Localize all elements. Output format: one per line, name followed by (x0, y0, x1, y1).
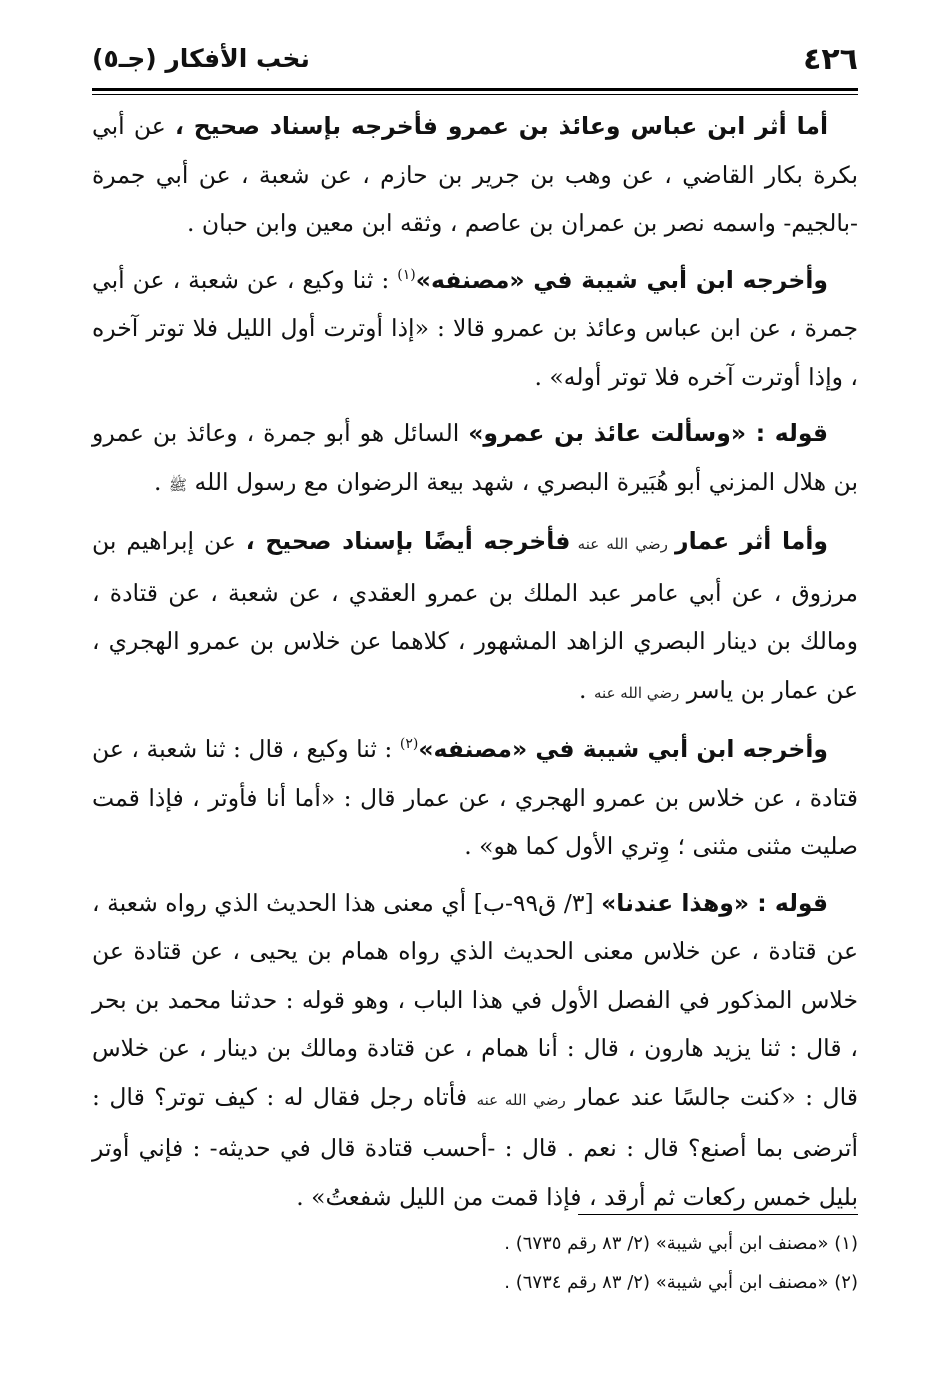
paragraph-6 (92, 879, 858, 1222)
paragraph-1-bold: أما أثر ابن عباس وعائذ بن عمرو فأخرجه بإسناد صحيح ، (174, 112, 828, 140)
paragraph-5 (92, 725, 858, 871)
honorific-glyph: رضي الله عنه (594, 683, 680, 702)
paragraph-6-text: [٣/ ق٩٩-ب] أي معنى هذا الحديث الذي رواه شعبة ، عن قتادة ، عن خلاس معنى الحديث الذي رواه همام بن يحيى ، عن قتادة عن خلاس المذكور في الفصل الأول في هذا الباب ، وهو قوله : حدثنا محمد بن بحر ، قال : ثنا يزيد هارون ، قال : أنا همام ، عن قتادة ومالك بن دينار ، عن خلاس قال : «كنت جالسًا عند عمار (92, 888, 858, 1111)
footnote-2: (٢) «مصنف ابن أبي شيبة» (٢/ ٨٣ رقم ٦٧٣٤) . (504, 1272, 858, 1293)
paragraph-2-text: : ثنا وكيع ، عن شعبة ، عن أبي جمرة ، عن ابن عباس وعائذ بن عمرو قالا : «إذا أوترت أول الليل فلا توتر آخره ، وإذا أوترت آخره فلا توتر أوله» . (92, 265, 858, 391)
paragraph-3-text: السائل هو أبو جمرة ، وعائذ بن عمرو بن هلال المزني أبو هُبَيرة البصري ، شهد بيعة الرضوان مع رسول الله (92, 419, 858, 496)
paragraph-2 (92, 256, 858, 402)
honorific-glyph: رضي الله عنه (570, 535, 676, 553)
footnote-ref-2[interactable]: (٢) (399, 736, 419, 753)
paragraph-1 (92, 102, 858, 248)
header-rule-thin (92, 94, 858, 95)
page-number: ٤٢٦ (803, 42, 858, 77)
footnote-ref-1[interactable]: (١) (397, 266, 416, 283)
paragraph-4-end: . (579, 675, 594, 704)
paragraph-3-bold-a: قوله : (755, 419, 829, 447)
honorific-glyph: ﷺ (168, 475, 188, 494)
paragraph-4-bold-a: وأما أثر عمار (675, 527, 828, 555)
header-rule-thick (92, 88, 858, 91)
honorific-glyph: رضي الله عنه (476, 1090, 566, 1109)
paragraph-3 (92, 409, 858, 509)
paragraph-6-text-2: فأتاه رجل فقال له : كيف توتر؟ قال : أترضى بما أصنع؟ قال : نعم . قال : -أحسب قتادة قال في حديثه- : فإني أوتر بليل خمس ركعات ثم أرقد ، فإذا قمت من الليل شفعتُ» . (92, 1082, 858, 1211)
paragraph-3-end: . (153, 467, 169, 496)
paragraph-1-text: عن أبي بكرة بكار القاضي ، عن وهب بن جرير بن حازم ، عن شعبة ، عن أبي جمرة -بالجيم- واسمه نصر بن عمران بن عاصم ، وثقه ابن معين وابن حبان . (92, 112, 858, 237)
paragraph-4-bold-b: فأخرجه أيضًا بإسناد صحيح ، (245, 527, 571, 555)
running-title: نخب الأفكار (جـ٥) (92, 44, 310, 73)
footnote-1: (١) «مصنف ابن أبي شيبة» (٢/ ٨٣ رقم ٦٧٣٥) . (504, 1233, 858, 1254)
footnotes (92, 1224, 858, 1302)
paragraph-6-bold-a: قوله : (757, 888, 829, 917)
footnote-rule (578, 1214, 858, 1215)
paragraph-5-text: : ثنا وكيع ، قال : ثنا شعبة ، عن قتادة ، عن خلاس بن عمرو الهجري ، عن عمار قال : «أما أنا فأوتر ، فإذا قمت صليت مثنى مثنى ؛ وِتري الأول كما هو» . (92, 735, 858, 860)
paragraph-4 (92, 517, 858, 717)
paragraph-5-bold: وأخرجه ابن أبي شيبة في «مصنفه» (418, 735, 828, 763)
page-header (92, 38, 858, 86)
paragraph-6-bold-b: «وهذا عندنا» (601, 888, 758, 917)
paragraph-3-bold-b: «وسألت عائذ بن عمرو» (468, 419, 756, 447)
paragraph-4-text: عن إبراهيم بن مرزوق ، عن أبي عامر عبد الملك بن عمرو العقدي ، عن شعبة ، عن قتادة ، ومالك بن دينار البصري الزاهد المشهور ، كلاهما عن خلاس بن عمرو الهجري ، عن عمار بن ياسر (92, 527, 858, 704)
paragraph-2-bold: وأخرجه ابن أبي شيبة في «مصنفه» (415, 265, 828, 294)
main-text (92, 102, 858, 1229)
